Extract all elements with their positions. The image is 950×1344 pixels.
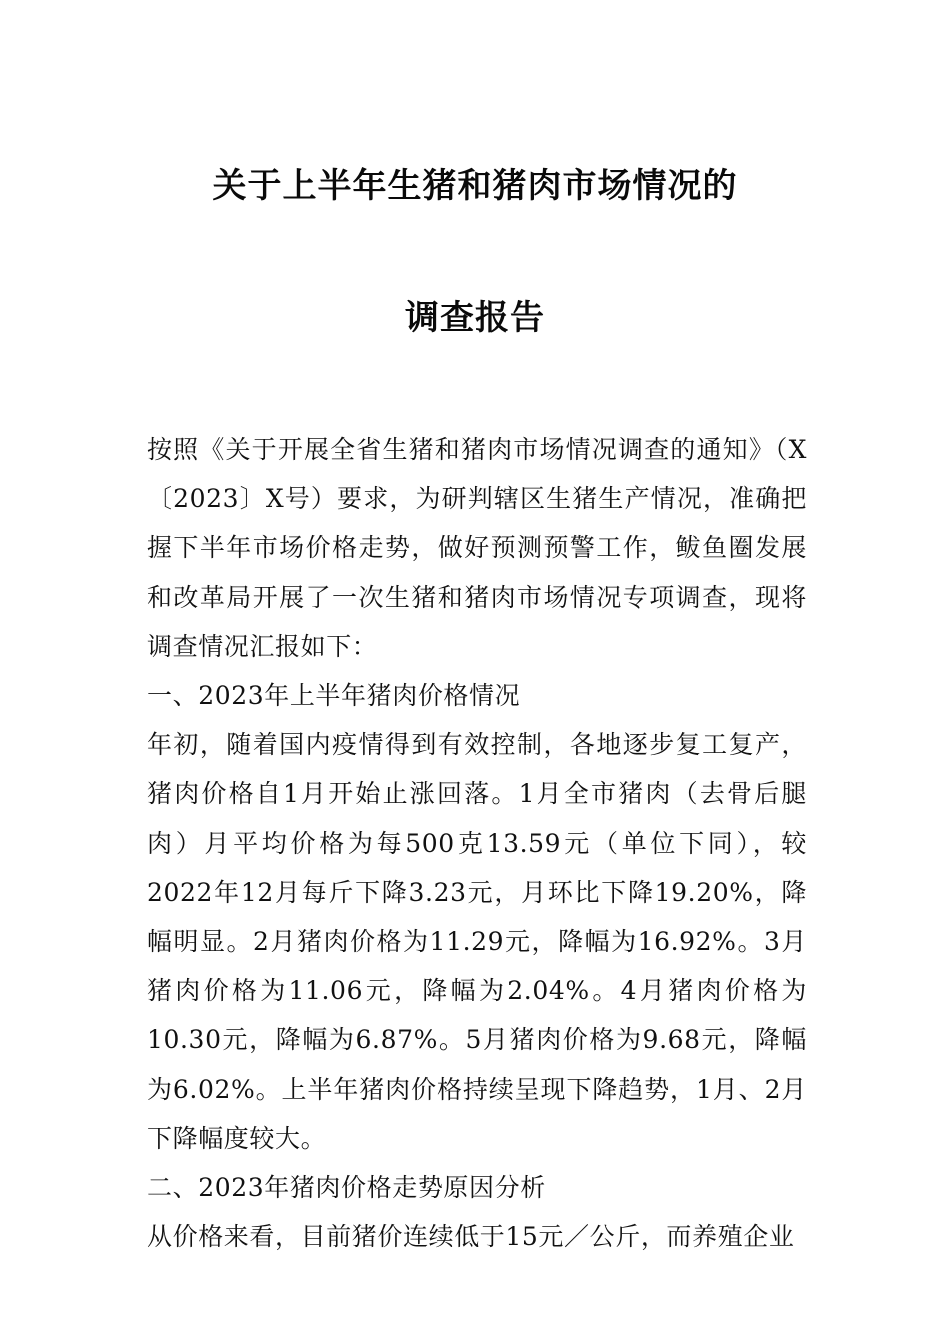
document-title-line-1: 关于上半年生猪和猪肉市场情况的 <box>212 166 738 206</box>
document-body <box>147 425 807 1261</box>
section-2-heading: 二、2023年猪肉价格走势原因分析 <box>147 1173 546 1203</box>
intro-paragraph: 按照《关于开展全省生猪和猪肉市场情况调查的通知》（X〔2023〕X号）要求，为研判辖区生猪生产情况，准确把握下半年市场价格走势，做好预测预警工作，鲅鱼圈发展和改革局开展了一次生猪和猪肉市场情况专项调查，现将调查情况汇报如下： <box>147 435 807 661</box>
section-1-heading: 一、2023年上半年猪肉价格情况 <box>147 681 521 711</box>
section-2-paragraph: 从价格来看，目前猪价连续低于15元／公斤，而养殖企业 <box>147 1222 795 1252</box>
document-title-line-2: 调查报告 <box>405 298 545 338</box>
section-1-paragraph: 年初，随着国内疫情得到有效控制，各地逐步复工复产，猪肉价格自1月开始止涨回落。1月全市猪肉（去骨后腿肉）月平均价格为每500克13.59元（单位下同），较2022年12月每斤下降3.23元，月环比下降19.20%，降幅明显。2月猪肉价格为11.29元，降幅为16.92%。3月猪肉价格为11.06元，降幅为2.04%。4月猪肉价格为10.30元，降幅为6.87%。5月猪肉价格为9.68元，降幅为6.02%。上半年猪肉价格持续呈现下降趋势，1月、2月下降幅度较大。 <box>147 730 807 1153</box>
